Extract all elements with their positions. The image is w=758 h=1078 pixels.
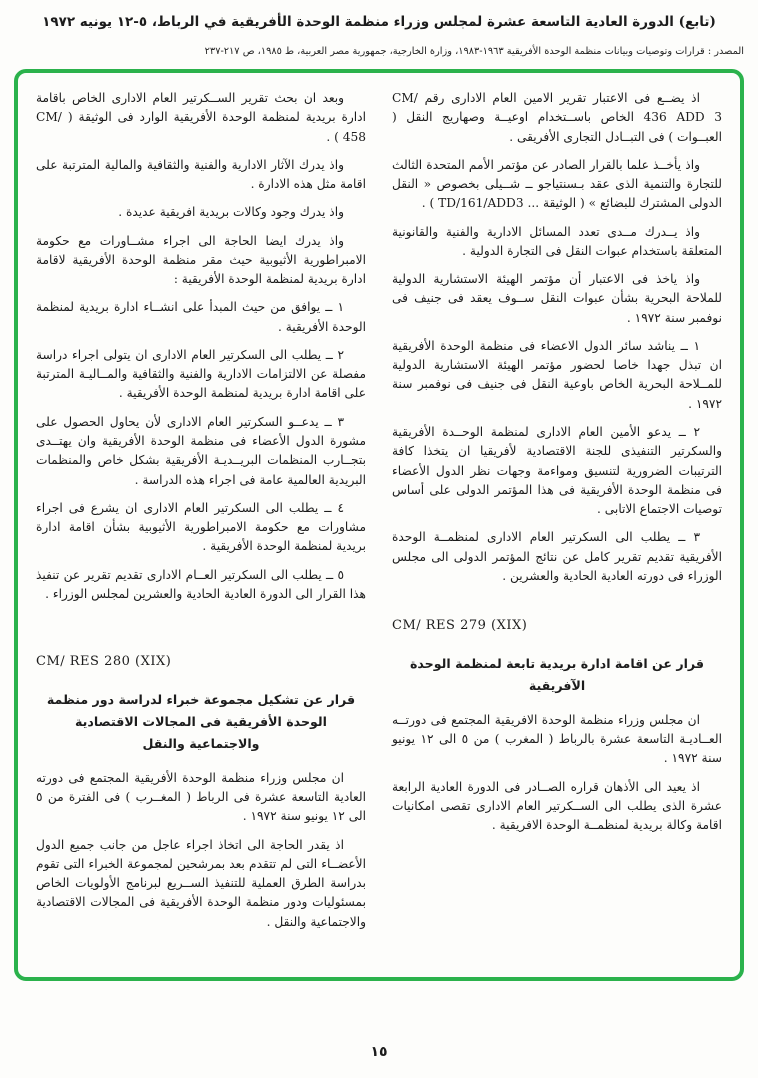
paragraph: ٣ ــ يدعــو السكرتير العام الادارى لأن يحاول الحصول على مشورة الدول الأعضاء فى منظمة الوحدة الأفريقية وان يهتــدى بتجــارب المنظمات البريــديـة الأفريقية بشكل خاص والمنظمات البريدية العالمية عامة فى اجراء هذه الدراسة .	[36, 414, 366, 487]
paragraph: اذ يضــع فى الاعتبار تقرير الامين العام الادارى رقم CM/ 436 ADD 3 الخاص باســتخدام اوعيــة وصهاريج النقل ( العبــوات ) فى التبــادل التجارى الأفريقى .	[392, 91, 722, 144]
two-column-layout	[36, 89, 722, 941]
resolution-code: CM/ RES 279 (XIX)	[392, 618, 528, 634]
paragraph: واذ يدرك ايضا الحاجة الى اجراء مشــاورات مع حكومة الامبراطورية الأثيوبية حيث مقر منظمة الوحدة الأفريقية لاقامة ادارة بريدية لمنظمة الوحدة الأفريقية :	[36, 233, 366, 287]
paragraph: واذ يــدرك مــدى تعدد المسائل الادارية والفنية والقانونية المتعلقة باستخدام عبوات النقل فى التجارة الدولية .	[392, 224, 722, 258]
paragraph: ٥ ــ يطلب الى السكرتير العــام الادارى تقديم تقرير عن تنفيذ هذا القرار الى الدورة العادية الحادية والعشرين لمجلس الوزراء .	[36, 567, 366, 601]
paragraph: وبعد ان بحث تقرير الســكرتير العام الادارى الخاص باقامة ادارة بريدية لمنظمة الوحدة الأفريقية الوارد فى الوثيقة ( CM/ 458 ) .	[36, 91, 366, 144]
page-number: ١٥	[370, 1044, 388, 1060]
left-column	[36, 89, 366, 941]
content-frame	[14, 69, 744, 981]
paragraph: ٢ ــ يدعو الأمين العام الادارى لمنظمة الوحــدة الأفريقية والسكرتير التنفيذى للجنة الاقتصادية لأفريقيا ان يتخذا كافة الترتيبات الضرورية لتنسيق ومواءمة وجهات نظر الدول الأعضاء فى منظمة الوحدة الأفريقية فى هذا المؤتمر الدولى على أساس توصيات الاجتماع الاتابى .	[392, 424, 722, 517]
resolution-title: قرار عن اقامة ادارة بريدية تابعة لمنظمة الوحدة الآفريقية	[409, 655, 705, 693]
resolution-code: CM/ RES 280 (XIX)	[36, 654, 172, 670]
paragraph: ١ ــ يوافق من حيث المبدأ على انشــاء ادارة بريدية لمنظمة الوحدة الأفريقية .	[36, 300, 366, 334]
paragraph: واذ ياخذ فى الاعتبار أن مؤتمر الهيئة الاستشارية الدولية للملاحة البحرية بشأن عبوات النقل ســوف يعقد فى جنيف فى نوفمبر سنة ١٩٧٢ .	[392, 272, 722, 325]
resolution-title: قرار عن تشكيل مجموعة خبراء لدراسة دور منظمة الوحدة الأفريقية فى المجالات الاقتصادية والاجتماعية والنقل	[46, 691, 356, 751]
paragraph: ٢ ــ يطلب الى السكرتير العام الادارى ان يتولى اجراء دراسة مفصلة عن الالتزامات الادارية والفنية والثقافية والمــاليـة المترتبة على اقامة ادارة بريدية لمنظمة الوحدة الأفريقية .	[36, 347, 366, 401]
paragraph: واذ يدرك وجود وكالات بريدية افريقية عديدة .	[118, 205, 344, 220]
paragraph: ٤ ــ يطلب الى السكرتير العام الادارى ان يشرع فى اجراء مشاورات مع حكومة الامبراطورية الأثيوبية بشأن اقامة ادارة بريدية لمنظمة الوحدة الأفريقية .	[36, 500, 366, 554]
paragraph: اذ يعيد الى الأذهان قراره الصــادر فى الدورة العادية الرابعة عشرة الذى يطلب الى الســكرتير العام الادارى تقصى امكانيات اقامة وكالة بريدية لمنظمــة الوحدة الافريقية .	[392, 779, 722, 833]
paragraph: واذ يدرك الآثار الادارية والفنية والثقافية والمالية المترتبة على اقامة مثل هذه الادارة .	[36, 157, 366, 192]
paragraph: ان مجلس وزراء منظمة الوحدة الافريقية المجتمع فى دورتــه العــاديـة التاسعة عشرة بالرباط ( المغرب ) من ٥ الى ١٢ يونيو سنة ١٩٧٢ .	[392, 712, 723, 766]
page-header: (تابع) الدورة العادية التاسعة عشرة لمجلس وزراء منظمة الوحدة الأفريقية في الرباط، ٥-١٢ يونيه ١٩٧٢	[42, 14, 716, 30]
paragraph: ٣ ــ يطلب الى السكرتير العام الادارى لمنظمــة الوحدة الأفريقية تقديم تقرير كامل عن نتائج المؤتمر الدولى الى مجلس الوزراء فى دورته العادية الحادية والعشرين .	[392, 530, 722, 583]
paragraph: اذ يقدر الحاجة الى اتخاذ اجراء عاجل من جانب جميع الدول الأعضــاء التى لم تتقدم بعد بمرشحين لمجموعة الخبراء التى تقوم بدراسة الطرق العملية للتنفيذ الســريع لبرنامج الأولويات الخاص بمسئوليات ودور منظمة الوحدة الأفريقية فى المجالات الاقتصادية والاجتماعية والنقل .	[36, 837, 366, 929]
source-citation: المصدر : قرارات وتوصيات وبيانات منظمة الوحدة الأفريقية ١٩٦٣-١٩٨٣، وزارة الخارجية، جمهورية مصر العربية، ط ١٩٨٥، ص ٢١٧-٢٣٧	[204, 46, 744, 57]
paragraph: واذ يأخــذ علما بالقرار الصادر عن مؤتمر الأمم المتحدة الثالث للتجارة والتنمية الذى عقد بـسنتياجو ــ شــيلى بخصوص « النقل الدولى المشترك للبضائع » ( الوثيقة ... TD/161/ADD3 ) .	[392, 157, 722, 211]
right-column	[392, 89, 722, 941]
paragraph: ١ ــ يناشد سائر الدول الاعضاء فى منظمة الوحدة الأفريقية ان تبذل جهدا خاصا لحضور مؤتمر الهيئة الاستشارية الدولية للمــلاحة البحرية الخاص باوعية النقل فى جنيف فى نوفمبر سنة ١٩٧٢ .	[392, 338, 722, 411]
paragraph: ان مجلس وزراء منظمة الوحدة الأفريقية المجتمع فى دورته العادية التاسعة عشرة فى الرباط ( المغــرب ) فى الفترة من ٥ الى ١٢ يونيو سنة ١٩٧٢ .	[36, 770, 366, 824]
